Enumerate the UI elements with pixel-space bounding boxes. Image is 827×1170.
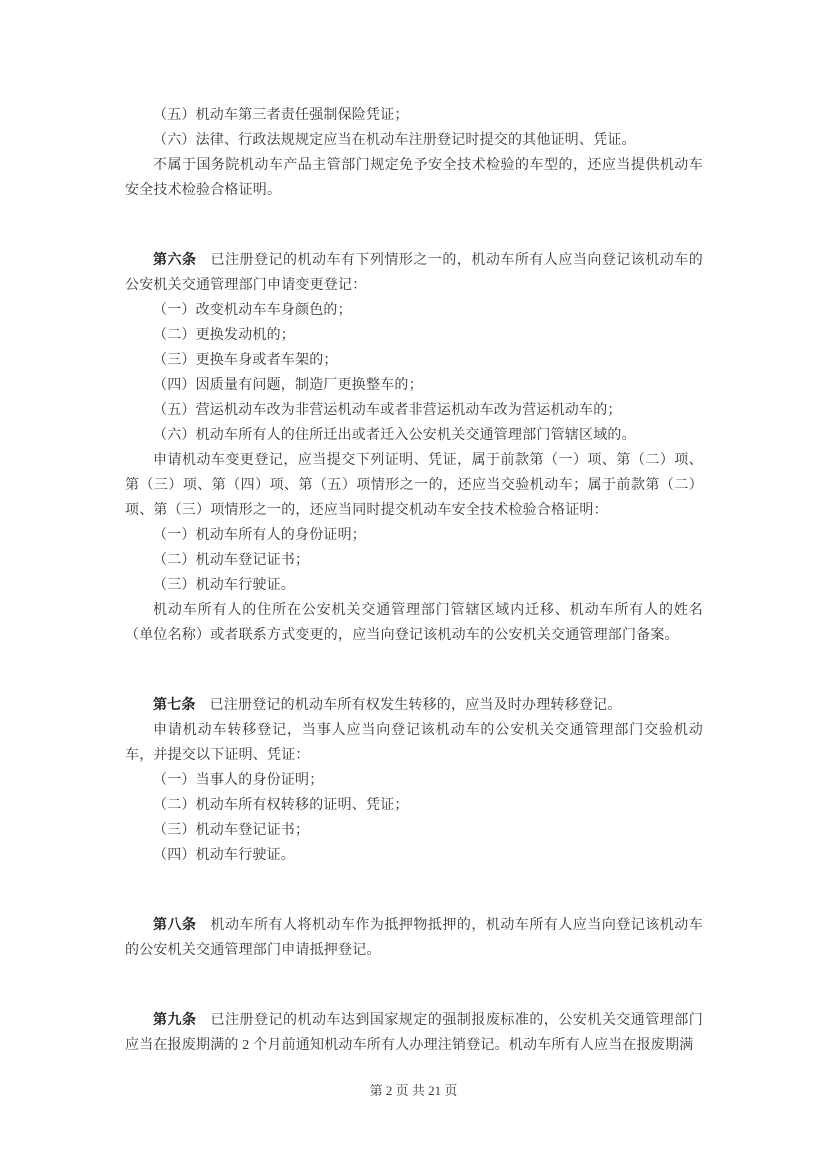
list-item: （六）机动车所有人的住所迁出或者迁入公安机关交通管理部门管辖区域的。 — [153, 428, 636, 443]
article-number: 第七条 — [153, 698, 196, 713]
article-number: 第六条 — [153, 253, 197, 268]
article-lead-text: 已注册登记的机动车达到国家规定的强制报废标准的，公安机关交通管理部门应当在报废期满的 2 个月前通知机动车所有人办理注销登记。机动车所有人应当在报废期满 — [125, 1013, 703, 1053]
article-number: 第八条 — [153, 918, 197, 933]
article-5-continuation — [125, 103, 703, 203]
article-heading-paragraph — [125, 1008, 703, 1058]
list-item: （二）更换发动机的； — [153, 328, 295, 343]
list-item: （三）机动车登记证书； — [153, 823, 310, 838]
article-7 — [125, 693, 703, 868]
article-9 — [125, 1008, 703, 1058]
page-footer — [0, 1083, 827, 1099]
list-item: （六）法律、行政法规规定应当在机动车注册登记时提交的其他证明、凭证。 — [153, 133, 636, 148]
list-item: （一）改变机动车车身颜色的； — [153, 303, 352, 318]
article-8 — [125, 913, 703, 963]
document-page — [125, 103, 703, 1058]
list-item: （二）机动车所有权转移的证明、凭证； — [153, 798, 409, 813]
body-paragraph: 申请机动车变更登记，应当提交下列证明、凭证，属于前款第（一）项、第（二）项、第（三）项、第（四）项、第（五）项情形之一的，还应当交验机动车；属于前款第（二）项、第（三）项情形之一的，还应当同时提交机动车安全技术检验合格证明： — [125, 453, 703, 518]
list-item: （五）机动车第三者责任强制保险凭证； — [153, 108, 409, 123]
article-lead-text: 已注册登记的机动车所有权发生转移的，应当及时办理转移登记。 — [209, 698, 622, 713]
article-6 — [125, 248, 703, 648]
article-heading-paragraph — [125, 913, 703, 963]
article-heading-paragraph — [125, 248, 703, 298]
article-number: 第九条 — [153, 1013, 197, 1028]
list-item: （三）机动车行驶证。 — [153, 578, 295, 593]
list-item: （五）营运机动车改为非营运机动车或者非营运机动车改为营运机动车的； — [153, 403, 622, 418]
article-lead-text: 机动车所有人将机动车作为抵押物抵押的，机动车所有人应当向登记该机动车的公安机关交通管理部门申请抵押登记。 — [125, 918, 703, 958]
article-heading-paragraph — [125, 693, 703, 718]
article-lead-text: 已注册登记的机动车有下列情形之一的，机动车所有人应当向登记该机动车的公安机关交通管理部门申请变更登记： — [125, 253, 703, 293]
list-item: （四）机动车行驶证。 — [153, 848, 295, 863]
body-paragraph: 不属于国务院机动车产品主管部门规定免予安全技术检验的车型的，还应当提供机动车安全技术检验合格证明。 — [125, 158, 703, 198]
body-paragraph: 申请机动车转移登记，当事人应当向登记该机动车的公安机关交通管理部门交验机动车，并提交以下证明、凭证： — [125, 723, 703, 763]
body-paragraph: 机动车所有人的住所在公安机关交通管理部门管辖区域内迁移、机动车所有人的姓名（单位名称）或者联系方式变更的，应当向登记该机动车的公安机关交通管理部门备案。 — [125, 603, 703, 643]
page-number-label: 第 2 页 共 21 页 — [369, 1083, 458, 1098]
list-item: （一）机动车所有人的身份证明； — [153, 528, 366, 543]
list-item: （一）当事人的身份证明； — [153, 773, 324, 788]
list-item: （二）机动车登记证书； — [153, 553, 310, 568]
list-item: （四）因质量有问题，制造厂更换整车的； — [153, 378, 423, 393]
list-item: （三）更换车身或者车架的； — [153, 353, 338, 368]
